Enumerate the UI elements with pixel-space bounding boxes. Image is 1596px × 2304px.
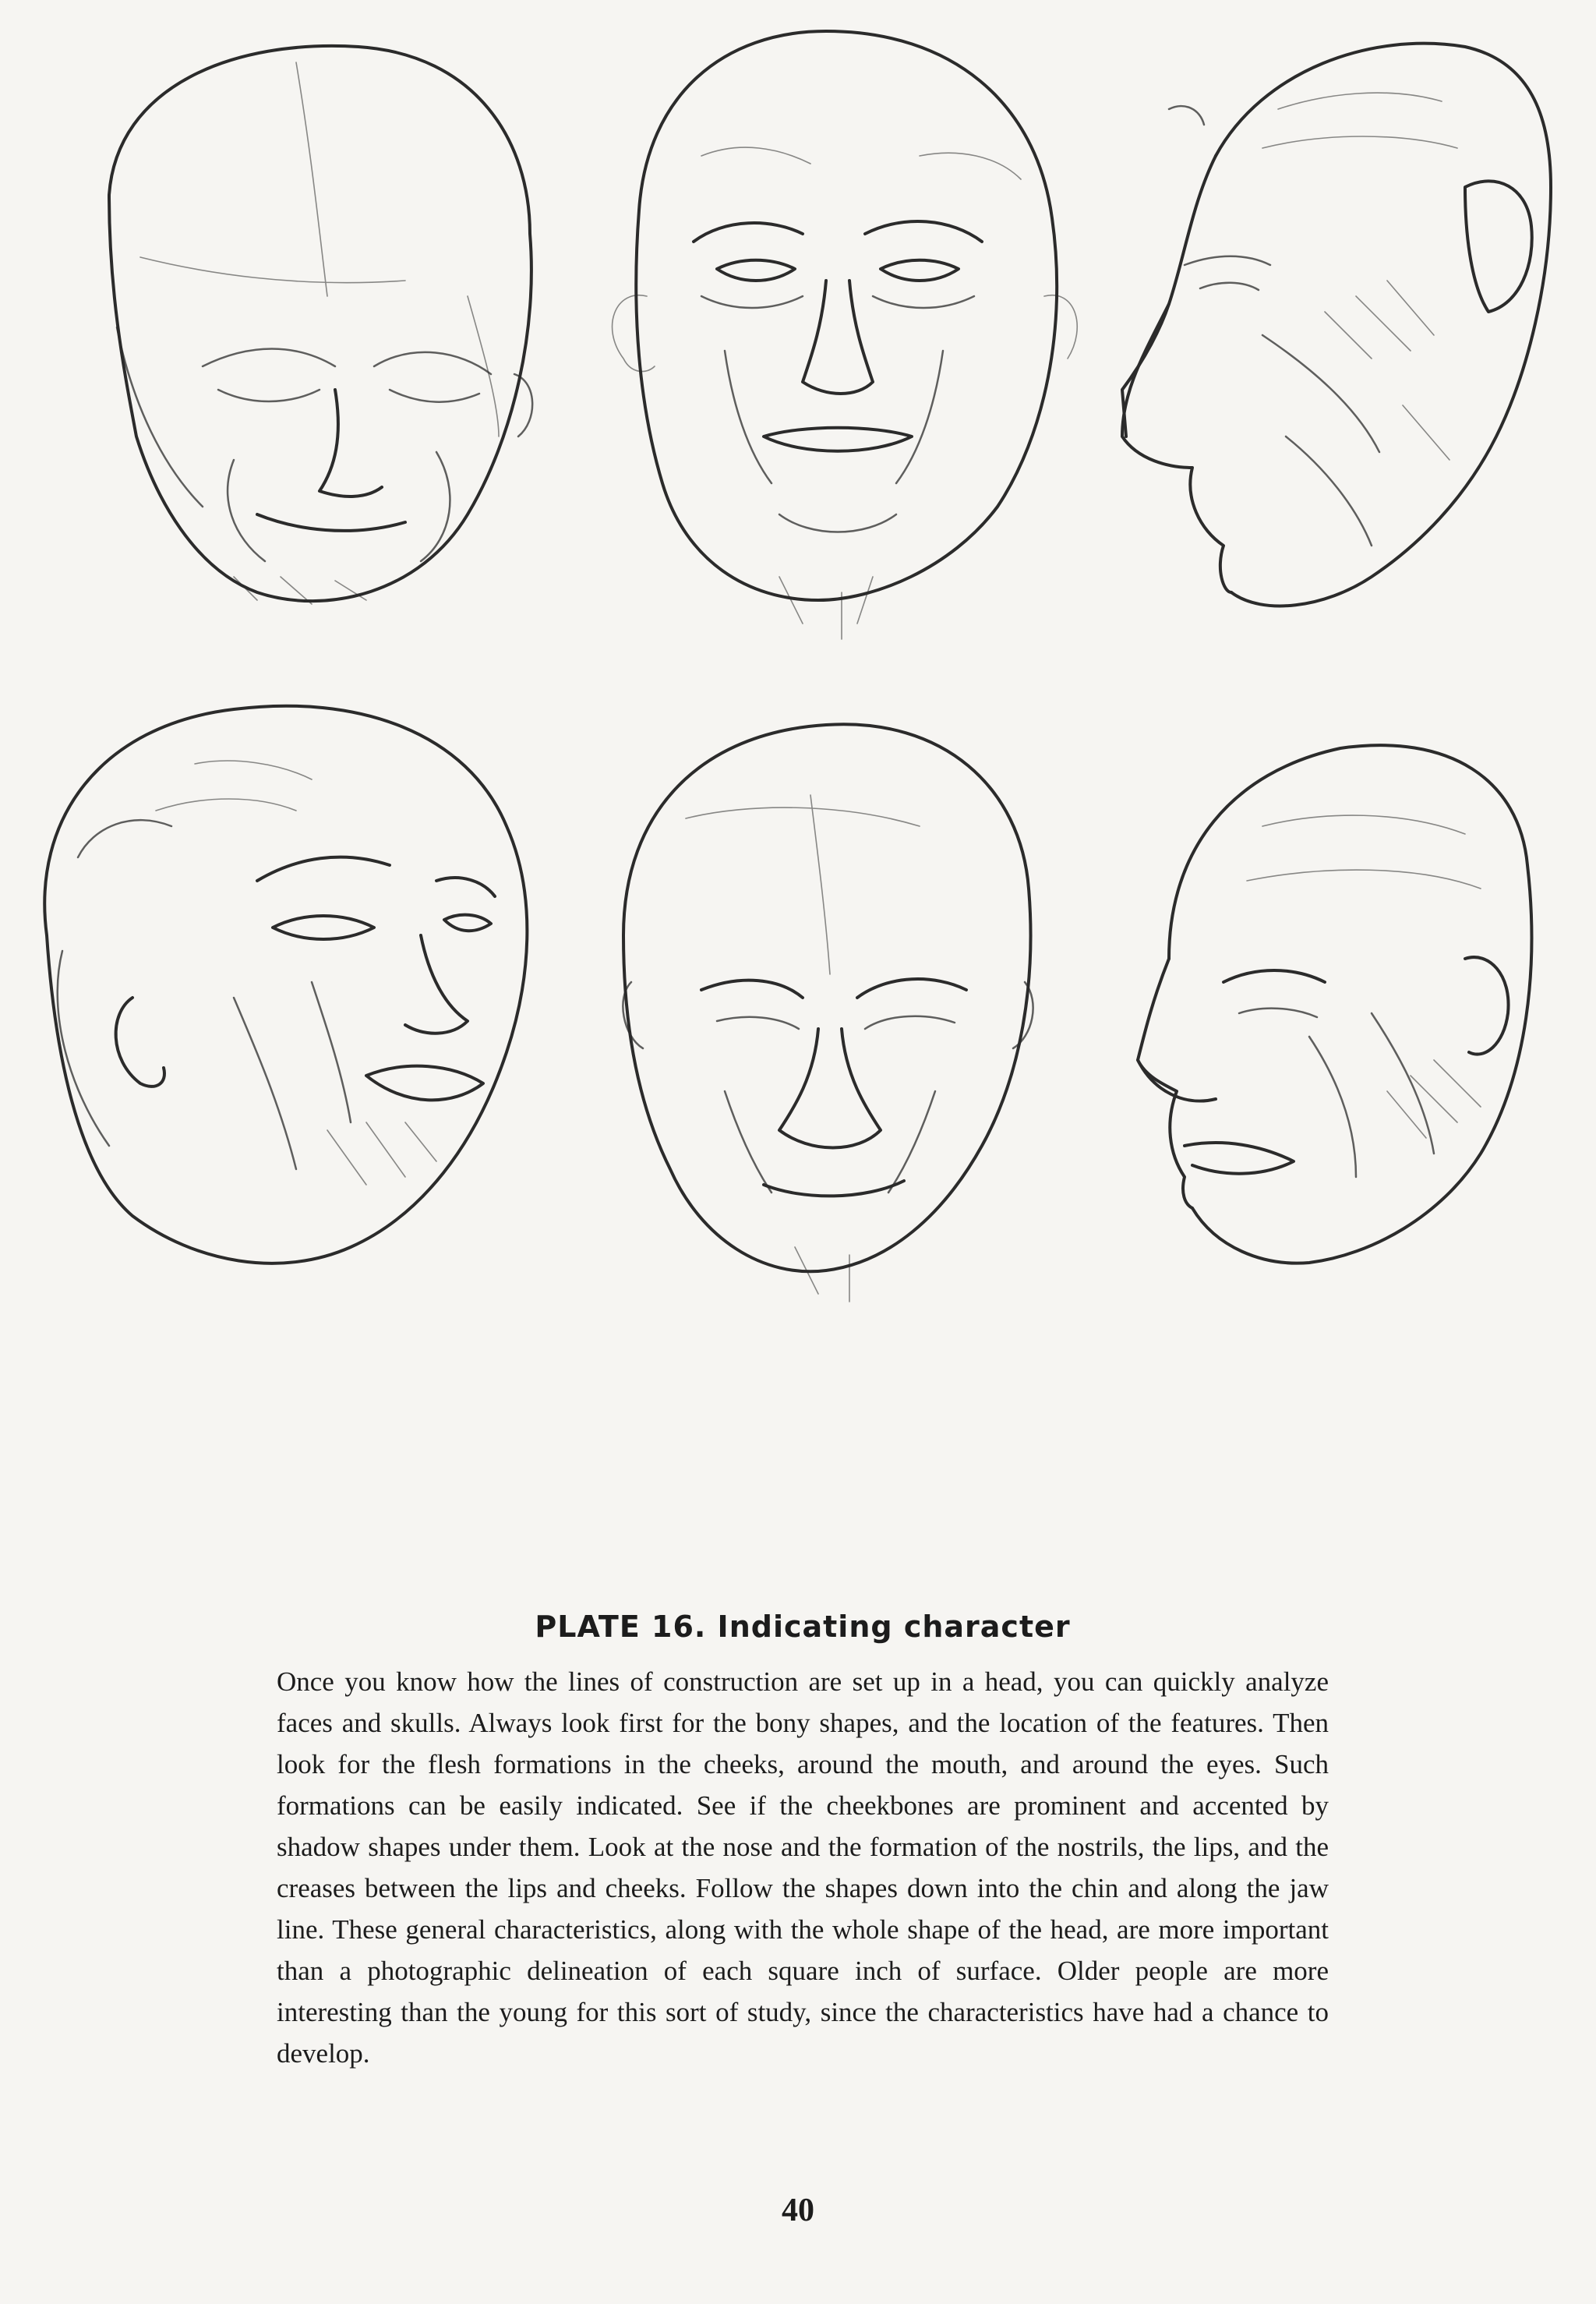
sketch-head-top-left xyxy=(109,46,532,604)
plate-body-text: Once you know how the lines of construction are set up in a head, you can quickly analyze faces and skulls. Always look first for the bony shapes, and the location of the features. Then look for the flesh formations in the cheeks, around the mouth, and around the eyes. Such formations can be easily indicated. See if the cheekbones are prominent and accented by shadow shapes under them. Look at the nose and the formation of the nostrils, the lips, and the creases between the lips and cheeks. Follow the shapes down into the chin and along the jaw line. These general characteristics, along with the whole shape of the head, are more important than a photographic delineation of each square inch of surface. Older people are more interesting than the young for this sort of study, since the characteristics have had a chance to develop. xyxy=(277,1666,1329,2069)
plate-caption xyxy=(277,1610,1329,2074)
sketch-head-bottom-right xyxy=(1138,745,1531,1263)
sketch-head-bottom-center xyxy=(623,724,1033,1302)
sketch-head-top-right xyxy=(1122,44,1551,606)
plate-title: PLATE 16. Indicating character xyxy=(535,1610,1071,1644)
page-number: 40 xyxy=(782,2193,814,2228)
sketch-head-bottom-left xyxy=(44,706,527,1263)
sketch-head-top-center xyxy=(613,31,1078,639)
